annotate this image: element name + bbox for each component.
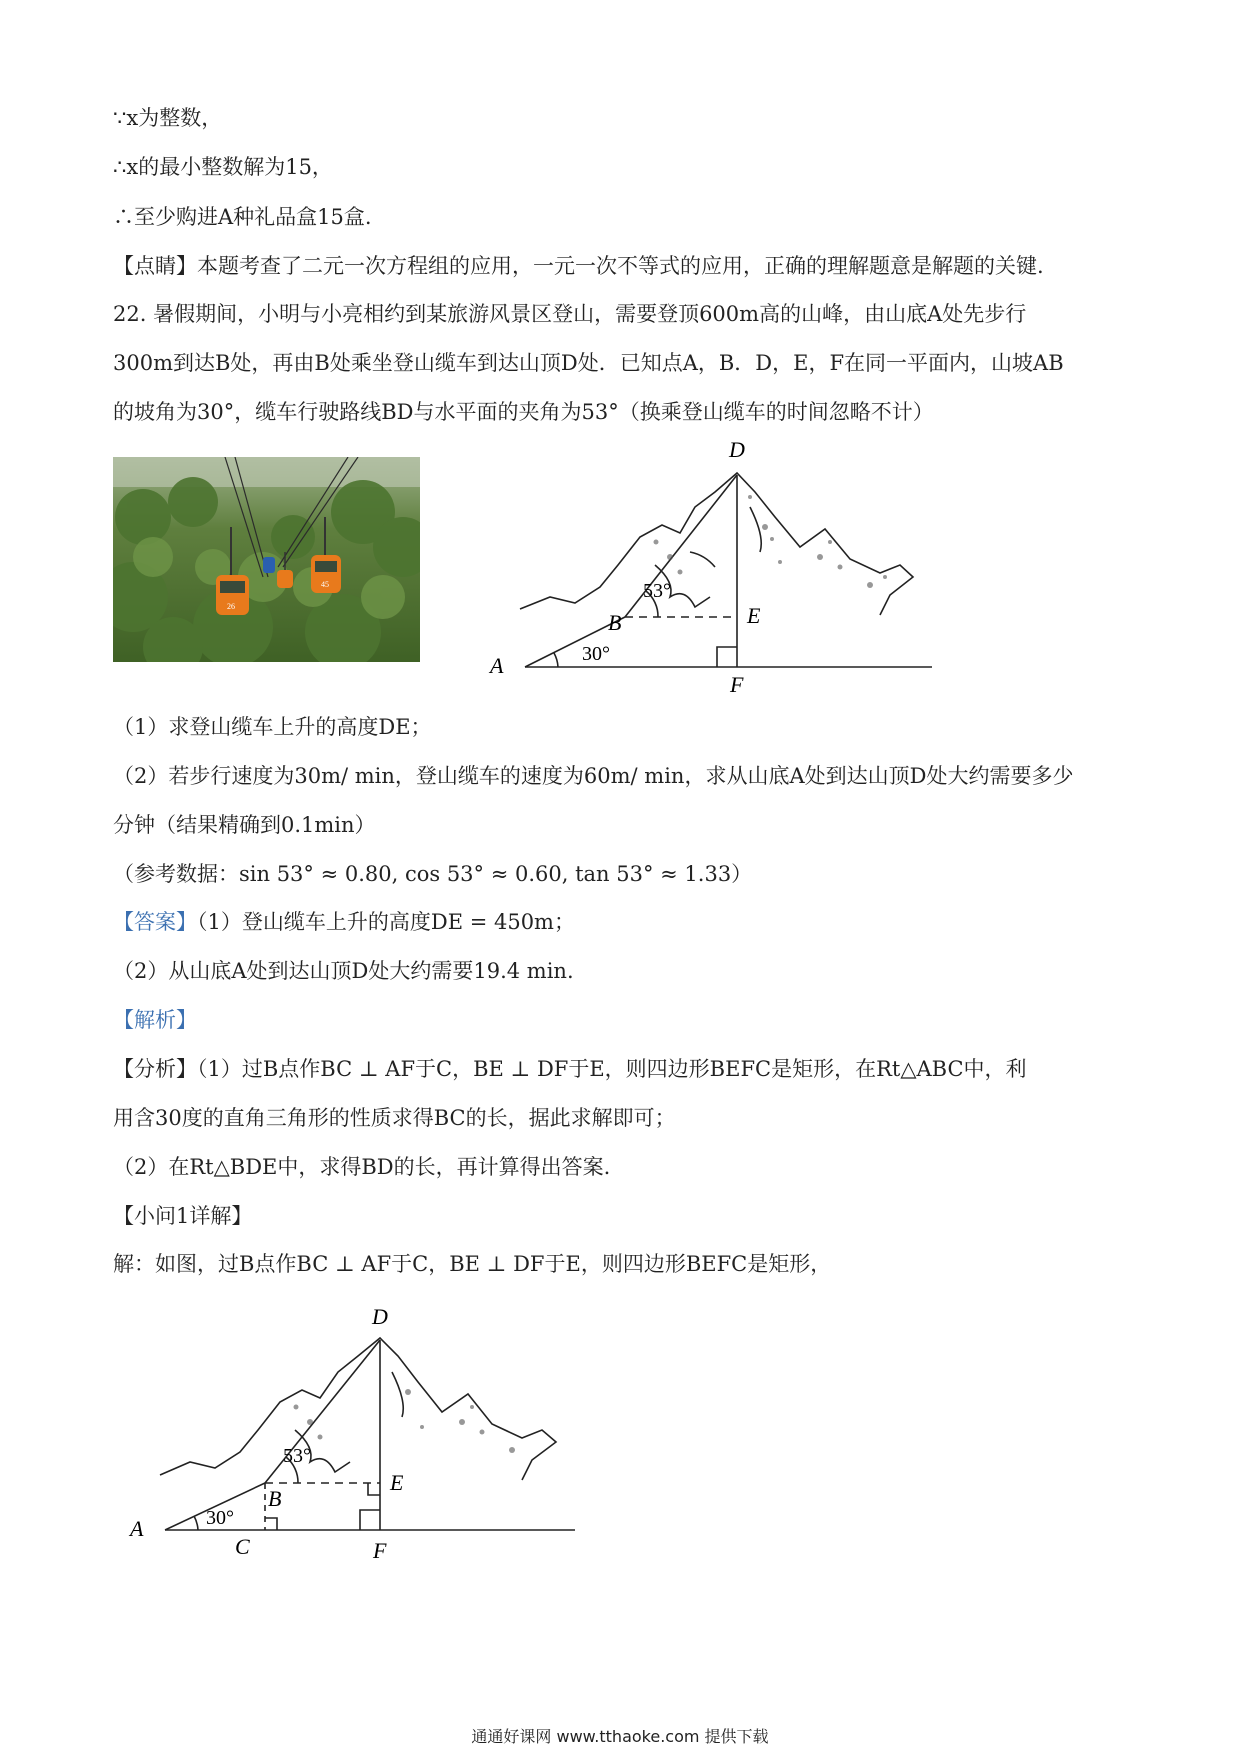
fig2-angle-53: 53° xyxy=(283,1445,311,1467)
analysis-tag: 【解析】 xyxy=(113,1008,197,1032)
comment-line: 【点睛】本题考查了二元一次方程组的应用，一元一次不等式的应用，正确的理解题意是解题的关键. xyxy=(113,254,1044,278)
question-2-line-2: 分钟（结果精确到0.1min） xyxy=(113,813,376,837)
text-line-2: ∴x的最小整数解为15， xyxy=(113,155,333,179)
answer-line-1 xyxy=(113,910,575,935)
mountain-figure-2 xyxy=(120,1300,590,1574)
mountain-figure-1-graphic xyxy=(480,437,950,697)
fig1-label-A: A xyxy=(490,653,504,678)
cable-car-photo xyxy=(113,457,420,662)
fig1-label-D: D xyxy=(729,437,745,462)
analysis-line-2: 用含30度的直角三角形的性质求得BC的长，据此求解即可； xyxy=(113,1106,676,1130)
solution-line-1: 解：如图，过B点作BC ⊥ AF于C，BE ⊥ DF于E，则四边形BEFC是矩形， xyxy=(113,1252,832,1276)
fig2-label-A: A xyxy=(130,1516,144,1541)
cable-car-photo-graphic xyxy=(113,457,420,662)
fig1-label-F: F xyxy=(730,672,744,697)
subquestion-1-heading: 【小问1详解】 xyxy=(113,1204,253,1228)
fig1-label-B: B xyxy=(608,610,622,635)
text-line-1: ∵x为整数， xyxy=(113,106,223,130)
analysis-line-3: （2）在Rt△BDE中，求得BD的长，再计算得出答案. xyxy=(113,1155,611,1179)
mountain-figure-1 xyxy=(480,437,950,701)
page-footer: 通通好课网 www.tthaoke.com 提供下载 xyxy=(471,1727,769,1746)
cable-car-number-2: 45 xyxy=(321,580,329,589)
reference-data: （参考数据：sin 53° ≈ 0.80, cos 53° ≈ 0.60, tan 53° ≈ 1.33） xyxy=(113,862,753,886)
fig1-angle-30: 30° xyxy=(582,643,610,665)
problem-22-line-2: 300m到达B处，再由B处乘坐登山缆车到达山顶D处．已知点A，B．D，E，F在同一平面内，山坡AB xyxy=(113,351,1064,375)
analysis-line-1: 【分析】（1）过B点作BC ⊥ AF于C，BE ⊥ DF于E，则四边形BEFC是矩形，在Rt△ABC中，利 xyxy=(113,1057,1027,1081)
fig2-angle-30: 30° xyxy=(206,1507,234,1529)
fig2-label-B: B xyxy=(268,1486,282,1511)
answer-line-2: （2）从山底A处到达山顶D处大约需要19.4 min. xyxy=(113,959,574,983)
answer-tag: 【答案】 xyxy=(113,910,197,934)
mountain-figure-2-graphic xyxy=(120,1300,590,1570)
fig2-label-D: D xyxy=(372,1304,388,1329)
text-line-3: ∴至少购进A种礼品盒15盒. xyxy=(113,205,372,229)
problem-22-line-3: 的坡角为30°，缆车行驶路线BD与水平面的夹角为53°（换乘登山缆车的时间忽略不计） xyxy=(113,400,934,424)
answer-line-1-text: （1）登山缆车上升的高度DE = 450m； xyxy=(197,910,575,934)
question-1: （1）求登山缆车上升的高度DE； xyxy=(113,715,432,739)
fig1-angle-53: 53° xyxy=(643,580,671,602)
question-2-line-1: （2）若步行速度为30m/ min，登山缆车的速度为60m/ min，求从山底A处到达山顶D处大约需要多少 xyxy=(113,764,1074,788)
cable-car-number-1: 26 xyxy=(227,602,235,611)
fig2-label-C: C xyxy=(235,1534,250,1559)
problem-22-line-1: 22. 暑假期间，小明与小亮相约到某旅游风景区登山，需要登顶600m高的山峰，由山底A处先步行 xyxy=(113,302,1027,326)
fig2-label-F: F xyxy=(373,1538,387,1563)
fig2-label-E: E xyxy=(390,1470,404,1495)
fig1-label-E: E xyxy=(747,603,761,628)
